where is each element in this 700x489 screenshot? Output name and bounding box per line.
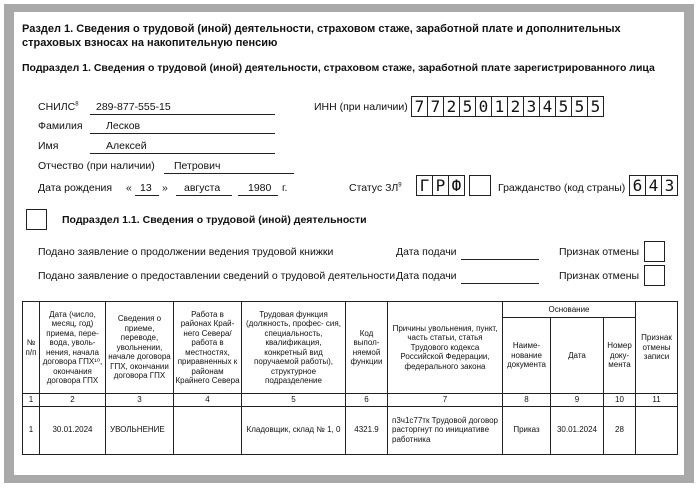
application-info-cancel-checkbox[interactable] (644, 265, 665, 286)
citizenship-digit-cell: 4 (645, 175, 662, 196)
inn-digit-cell: 5 (459, 96, 476, 117)
header-info: Сведения о приеме, переводе, увольнении, начале договора ГПХ, окончании договора ГПХ (106, 302, 174, 394)
column-number: 5 (242, 394, 346, 407)
name-value[interactable]: Алексей (106, 140, 147, 152)
birth-year[interactable]: 1980 (248, 182, 272, 194)
header-date: Дата (число, месяц, год) приема, пере- вода, уволь- нения, начала договора ГПХ¹⁰, окончания договора ГПХ (40, 302, 106, 394)
table-row[interactable] (23, 406, 678, 454)
birth-day-underline (135, 195, 159, 196)
column-number: 10 (604, 394, 636, 407)
status-cells[interactable] (417, 175, 465, 196)
birth-year-suffix: г. (282, 182, 288, 194)
row-north[interactable] (174, 406, 242, 454)
birth-quote-open: « (126, 182, 132, 194)
application-info-date-field[interactable] (461, 283, 539, 284)
inn-digit-cell: 1 (491, 96, 508, 117)
header-basis: Основание (503, 302, 636, 318)
application-continue-cancel-checkbox[interactable] (644, 241, 665, 262)
column-number: 6 (346, 394, 388, 407)
citizenship-digit-cell: 3 (661, 175, 678, 196)
inn-digit-cell: 2 (507, 96, 524, 117)
application-continue-date-label: Дата подачи (396, 246, 457, 258)
column-number: 2 (40, 394, 106, 407)
status-letter-cell: Г (416, 175, 433, 196)
header-reasons: Причины увольнения, пункт, часть статьи, статья Трудового кодекса Российской Федерации, федерального закона (388, 302, 503, 394)
application-continue-cancel-label: Признак отмены (559, 246, 640, 258)
header-doc-number: Номер доку- мента (604, 318, 636, 394)
subsection-title: Подраздел 1. Сведения о трудовой (иной) деятельности, страховом стаже, заработной плате зарегистрированного лица (22, 62, 655, 74)
inn-digit-cell: 0 (475, 96, 492, 117)
surname-underline (90, 133, 275, 134)
citizenship-cells[interactable] (630, 175, 678, 196)
header-code: Код выпол- няемой функции (346, 302, 388, 394)
surname-value[interactable]: Лесков (106, 120, 141, 132)
row-reasons[interactable]: п3ч1с77тк Трудовой договор расторгнут по инициативе работника (388, 406, 503, 454)
status-letter-cell: Ф (448, 175, 465, 196)
subsection-1-1-title: Подраздел 1.1. Сведения о трудовой (иной) деятельности (62, 214, 367, 226)
inn-digit-cell: 2 (443, 96, 460, 117)
inn-digit-cell: 5 (587, 96, 604, 117)
header-doc-name: Наиме- нование документа (503, 318, 551, 394)
header-num: № п/п (23, 302, 40, 394)
surname-label: Фамилия (38, 120, 83, 132)
column-number-row (23, 394, 678, 407)
header-north: Работа в районах Край- него Севера/ работа в местностях, приравненных к районам Крайнего Севера (174, 302, 242, 394)
inn-digit-cell: 3 (523, 96, 540, 117)
status-letter-cell: Р (432, 175, 449, 196)
application-info-date-label: Дата подачи (396, 270, 457, 282)
patronymic-label: Отчество (при наличии) (38, 160, 155, 172)
application-continue-label: Подано заявление о продолжении ведения трудовой книжки (38, 246, 334, 258)
inn-digit-cell: 4 (539, 96, 556, 117)
column-number: 1 (23, 394, 40, 407)
status-empty-cell[interactable] (469, 175, 491, 196)
column-number: 4 (174, 394, 242, 407)
column-number: 8 (503, 394, 551, 407)
row-info[interactable]: УВОЛЬНЕНИЕ (106, 406, 174, 454)
citizenship-label: Гражданство (код страны) (498, 182, 626, 194)
patronymic-value[interactable]: Петрович (174, 160, 221, 172)
inn-cells[interactable] (412, 96, 604, 117)
application-info-cancel-label: Признак отмены (559, 270, 640, 282)
row-cancel[interactable] (636, 406, 678, 454)
row-doc-name[interactable]: Приказ (503, 406, 551, 454)
birth-year-underline (238, 195, 278, 196)
row-function[interactable]: Кладовщик, склад № 1, 0 (242, 406, 346, 454)
inn-digit-cell: 5 (555, 96, 572, 117)
header-doc-date: Дата (551, 318, 604, 394)
column-number: 7 (388, 394, 503, 407)
birth-month[interactable]: августа (184, 182, 221, 194)
row-date[interactable]: 30.01.2024 (40, 406, 106, 454)
patronymic-underline (164, 173, 294, 174)
row-doc-number[interactable]: 28 (604, 406, 636, 454)
birth-day[interactable]: 13 (140, 182, 152, 194)
work-activity-table (22, 301, 678, 455)
inn-digit-cell: 7 (411, 96, 428, 117)
row-num: 1 (23, 406, 40, 454)
document-sheet (14, 12, 684, 475)
header-cancel: Признак отмены записи (636, 302, 678, 394)
inn-digit-cell: 7 (427, 96, 444, 117)
birth-month-underline (176, 195, 232, 196)
section-title: Раздел 1. Сведения о трудовой (иной) деятельности, страховом стаже, заработной плате и дополнительных страховых взносах на накопительную пенсию (22, 23, 621, 49)
citizenship-digit-cell: 6 (629, 175, 646, 196)
inn-label: ИНН (при наличии) (314, 101, 408, 113)
snils-underline (90, 114, 275, 115)
application-continue-date-field[interactable] (461, 259, 539, 260)
subsection-1-1-checkbox[interactable] (26, 209, 47, 230)
row-doc-date[interactable]: 30.01.2024 (551, 406, 604, 454)
column-number: 3 (106, 394, 174, 407)
inn-digit-cell: 5 (571, 96, 588, 117)
snils-label: СНИЛС$^8$ (38, 101, 79, 113)
status-label: Статус $ЗЛ^9$ (349, 182, 402, 194)
birth-date-label: Дата рождения (38, 182, 113, 194)
document-frame (4, 4, 694, 483)
header-function: Трудовая функция (должность, профес- сия, специальность, квалификация, конкретный вид поручаемой работы), структурное подразделение (242, 302, 346, 394)
row-code[interactable]: 4321.9 (346, 406, 388, 454)
name-label: Имя (38, 140, 59, 152)
column-number: 9 (551, 394, 604, 407)
snils-value[interactable]: 289-877-555-15 (96, 101, 171, 113)
name-underline (90, 153, 275, 154)
birth-quote-close: » (162, 182, 168, 194)
column-number: 11 (636, 394, 678, 407)
application-info-label: Подано заявление о предоставлении сведений о трудовой деятельности (38, 270, 396, 282)
